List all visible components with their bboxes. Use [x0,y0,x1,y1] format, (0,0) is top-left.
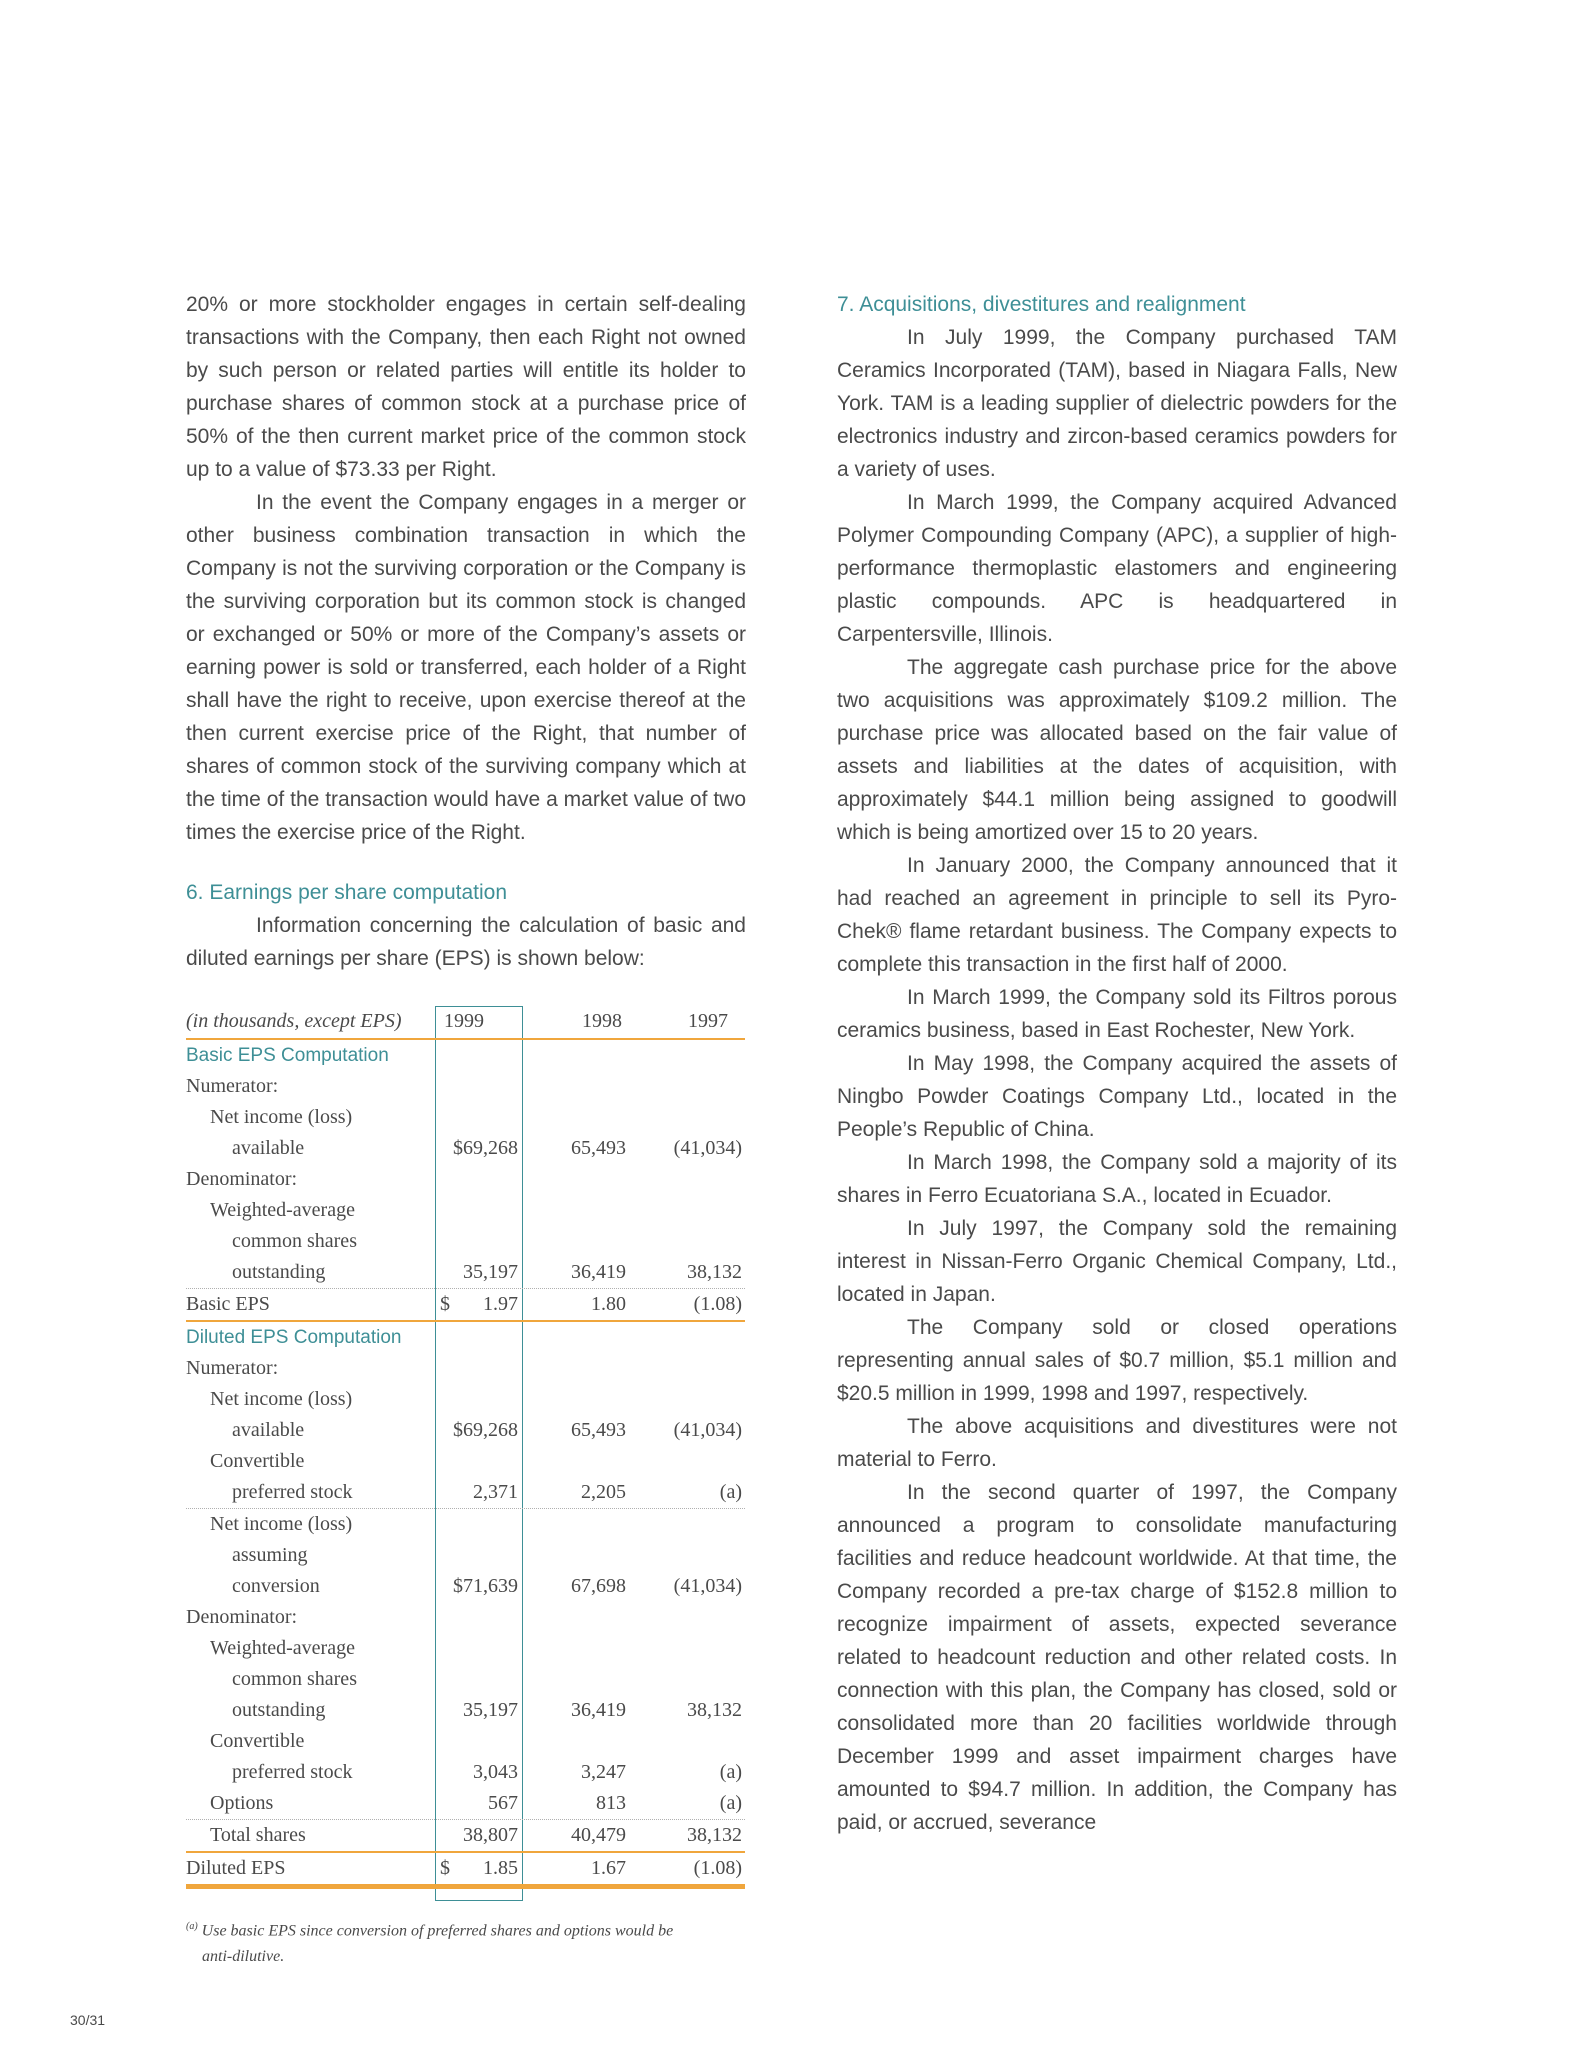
row-label: Convertible [210,1450,305,1472]
table-row [186,1633,745,1664]
paragraph: The Company sold or closed operations representing annual sales of $0.7 million, $5.1 million and $20.5 million in 1999, 1998 and 1997, respectively. [837,1316,1397,1405]
table-row [186,1540,745,1571]
row-label: conversion [232,1575,320,1597]
paragraph: In January 2000, the Company announced that it had reached an agreement in principle to sell its Pyro-Chek® flame retardant business. The Company expects to complete this transaction in the first half of 2000. [837,854,1397,976]
table-row [186,1509,745,1540]
row-label: Net income (loss) [210,1106,353,1128]
cell-1998: 40,479 [571,1824,626,1846]
table-row [186,1195,745,1226]
paragraph: In the second quarter of 1997, the Company announced a program to consolidate manufacturing facilities and reduce headcount worldwide. At that time, the Company recorded a pre-tax charge of $152.8 million to recognize impairment of assets, expected severance related to headcount reduction and other related costs. In connection with this plan, the Company has closed, sold or consolidated more than 20 facilities worldwide through December 1999 and asset impairment charges have amounted to $94.7 million. In addition, the Company has paid, or accrued, severance [837,1481,1397,1834]
column-header-1999: 1999 [444,1010,484,1032]
diluted-eps-section-title: Diluted EPS Computation [186,1327,402,1348]
row-label: outstanding [232,1261,326,1283]
table-row [186,1446,745,1477]
table-row [186,1664,745,1695]
paragraph: The aggregate cash purchase price for the above two acquisitions was approximately $109.2 million. The purchase price was allocated based on the fair value of assets and liabilities at the dates of acquisition, with approximately $44.1 million being assigned to goodwill which is being amortized over 15 to 20 years. [837,656,1397,844]
cell-1999: 3,043 [473,1761,518,1783]
cell-1998: 1.67 [591,1857,626,1879]
cell-1999: $69,268 [453,1137,518,1159]
cell-1997: (a) [719,1761,742,1783]
cell-1999: 1.97 [483,1293,518,1315]
row-label: Weighted-average [210,1199,355,1221]
table-row [186,1757,745,1788]
cell-1997: 38,132 [687,1699,742,1721]
dollar-sign: $ [440,1293,450,1315]
cell-1997: (41,034) [673,1419,742,1441]
table-row [186,1040,745,1071]
cell-1997: (1.08) [693,1293,742,1315]
cell-1998: 1.80 [591,1293,626,1315]
table-row [186,1226,745,1257]
dollar-sign: $ [440,1857,450,1879]
cell-1997: (41,034) [673,1137,742,1159]
table-row [186,1788,745,1820]
cell-1997: (41,034) [673,1575,742,1597]
footnote-text: Use basic EPS since conversion of preferred shares and options would be [201,1922,674,1940]
table-header-label: (in thousands, except EPS) [186,1010,402,1032]
cell-1997: 38,132 [687,1824,742,1846]
cell-1997: (a) [719,1792,742,1814]
row-label: Weighted-average [210,1637,355,1659]
row-label: available [232,1419,305,1441]
table-footnote [186,1914,746,1970]
row-label: Diluted EPS [186,1857,286,1879]
row-label: assuming [232,1544,308,1566]
cell-1998: 65,493 [571,1137,626,1159]
row-label: Net income (loss) [210,1513,353,1535]
left-column [186,288,746,975]
cell-1999: $69,268 [453,1419,518,1441]
paragraph: In May 1998, the Company acquired the assets of Ningbo Powder Coatings Company Ltd., located in the People’s Republic of China. [837,1052,1397,1141]
row-label: common shares [232,1668,357,1690]
row-label: Numerator: [186,1357,279,1379]
diluted-eps-row [186,1853,745,1889]
table-row [186,1071,745,1102]
row-label: Basic EPS [186,1293,270,1315]
paragraph: Information concerning the calculation of basic and diluted earnings per share (EPS) is shown below: [186,914,746,970]
table-row [186,1477,745,1509]
table-row [186,1384,745,1415]
table-row [186,1102,745,1133]
row-label: Options [210,1792,274,1814]
row-label: Net income (loss) [210,1388,353,1410]
cell-1999: 2,371 [473,1481,518,1503]
basic-eps-section-title: Basic EPS Computation [186,1045,389,1066]
paragraph: In March 1999, the Company acquired Advanced Polymer Compounding Company (APC), a supplier of high-performance thermoplastic elastomers and engineering plastic compounds. APC is headquartered in Carpentersville, Illinois. [837,491,1397,646]
cell-1997: 38,132 [687,1261,742,1283]
row-label: available [232,1137,305,1159]
paragraph: In March 1999, the Company sold its Filtros porous ceramics business, based in East Rochester, New York. [837,986,1397,1042]
row-label: outstanding [232,1699,326,1721]
cell-1999: 1.85 [483,1857,518,1879]
table-row [186,1820,745,1853]
paragraph: 20% or more stockholder engages in certain self-dealing transactions with the Company, then each Right not owned by such person or related parties will entitle its holder to purchase shares of common stock at a purchase price of 50% of the then current market price of the common stock up to a value of $73.33 per Right. [186,293,746,481]
paragraph: In July 1997, the Company sold the remaining interest in Nissan-Ferro Organic Chemical Company, Ltd., located in Japan. [837,1217,1397,1306]
cell-1999: $71,639 [453,1575,518,1597]
page-number: 30/31 [70,2012,106,2028]
row-label: preferred stock [232,1481,353,1503]
paragraph: In March 1998, the Company sold a majority of its shares in Ferro Ecuatoriana S.A., located in Ecuador. [837,1151,1397,1207]
table-row [186,1257,745,1289]
cell-1998: 2,205 [581,1481,626,1503]
cell-1999: 38,807 [463,1824,518,1846]
cell-1997: (1.08) [693,1857,742,1879]
row-label: common shares [232,1230,357,1252]
row-label: Numerator: [186,1075,279,1097]
cell-1998: 36,419 [571,1699,626,1721]
table-row [186,1695,745,1726]
cell-1997: (a) [719,1481,742,1503]
table-row [186,1353,745,1384]
cell-1998: 36,419 [571,1261,626,1283]
row-label: Convertible [210,1730,305,1752]
cell-1999: 567 [488,1792,518,1814]
table-row [186,1322,745,1353]
table-row [186,1726,745,1757]
section-heading-eps: 6. Earnings per share computation [186,881,508,904]
eps-table [186,1004,745,1889]
table-row [186,1415,745,1446]
footnote-mark: (a) [186,1921,198,1932]
table-row [186,1133,745,1164]
table-header-row [186,1004,745,1040]
row-label: Denominator: [186,1606,298,1628]
basic-eps-row [186,1289,745,1322]
right-column [837,288,1397,1839]
cell-1998: 813 [596,1792,626,1814]
paragraph: In the event the Company engages in a merger or other business combination transaction in which the Company is not the surviving corporation or the Company is the surviving corporation but its common stock is changed or exchanged or 50% or more of the Company’s assets or earning power is sold or transferred, each holder of a Right shall have the right to receive, upon exercise thereof at the then current exercise price of the Right, that number of shares of common stock of the surviving company which at the time of the transaction would have a market value of two times the exercise price of the Right. [186,491,746,844]
paragraph: In July 1999, the Company purchased TAM Ceramics Incorporated (TAM), based in Niagara Falls, New York. TAM is a leading supplier of dielectric powders for the electronics industry and zircon-based ceramics powders for a variety of uses. [837,326,1397,481]
table-row [186,1164,745,1195]
column-header-1997: 1997 [688,1010,728,1032]
footnote-text-continued: anti-dilutive. [202,1948,285,1966]
column-header-1998: 1998 [582,1010,622,1032]
cell-1998: 65,493 [571,1419,626,1441]
section-heading-acquisitions: 7. Acquisitions, divestitures and realignment [837,293,1246,316]
cell-1999: 35,197 [463,1699,518,1721]
cell-1999: 35,197 [463,1261,518,1283]
cell-1998: 3,247 [581,1761,626,1783]
row-label: Total shares [210,1824,306,1846]
table-row [186,1571,745,1602]
row-label: preferred stock [232,1761,353,1783]
row-label: Denominator: [186,1168,298,1190]
cell-1998: 67,698 [571,1575,626,1597]
table-row [186,1602,745,1633]
paragraph: The above acquisitions and divestitures were not material to Ferro. [837,1415,1397,1471]
